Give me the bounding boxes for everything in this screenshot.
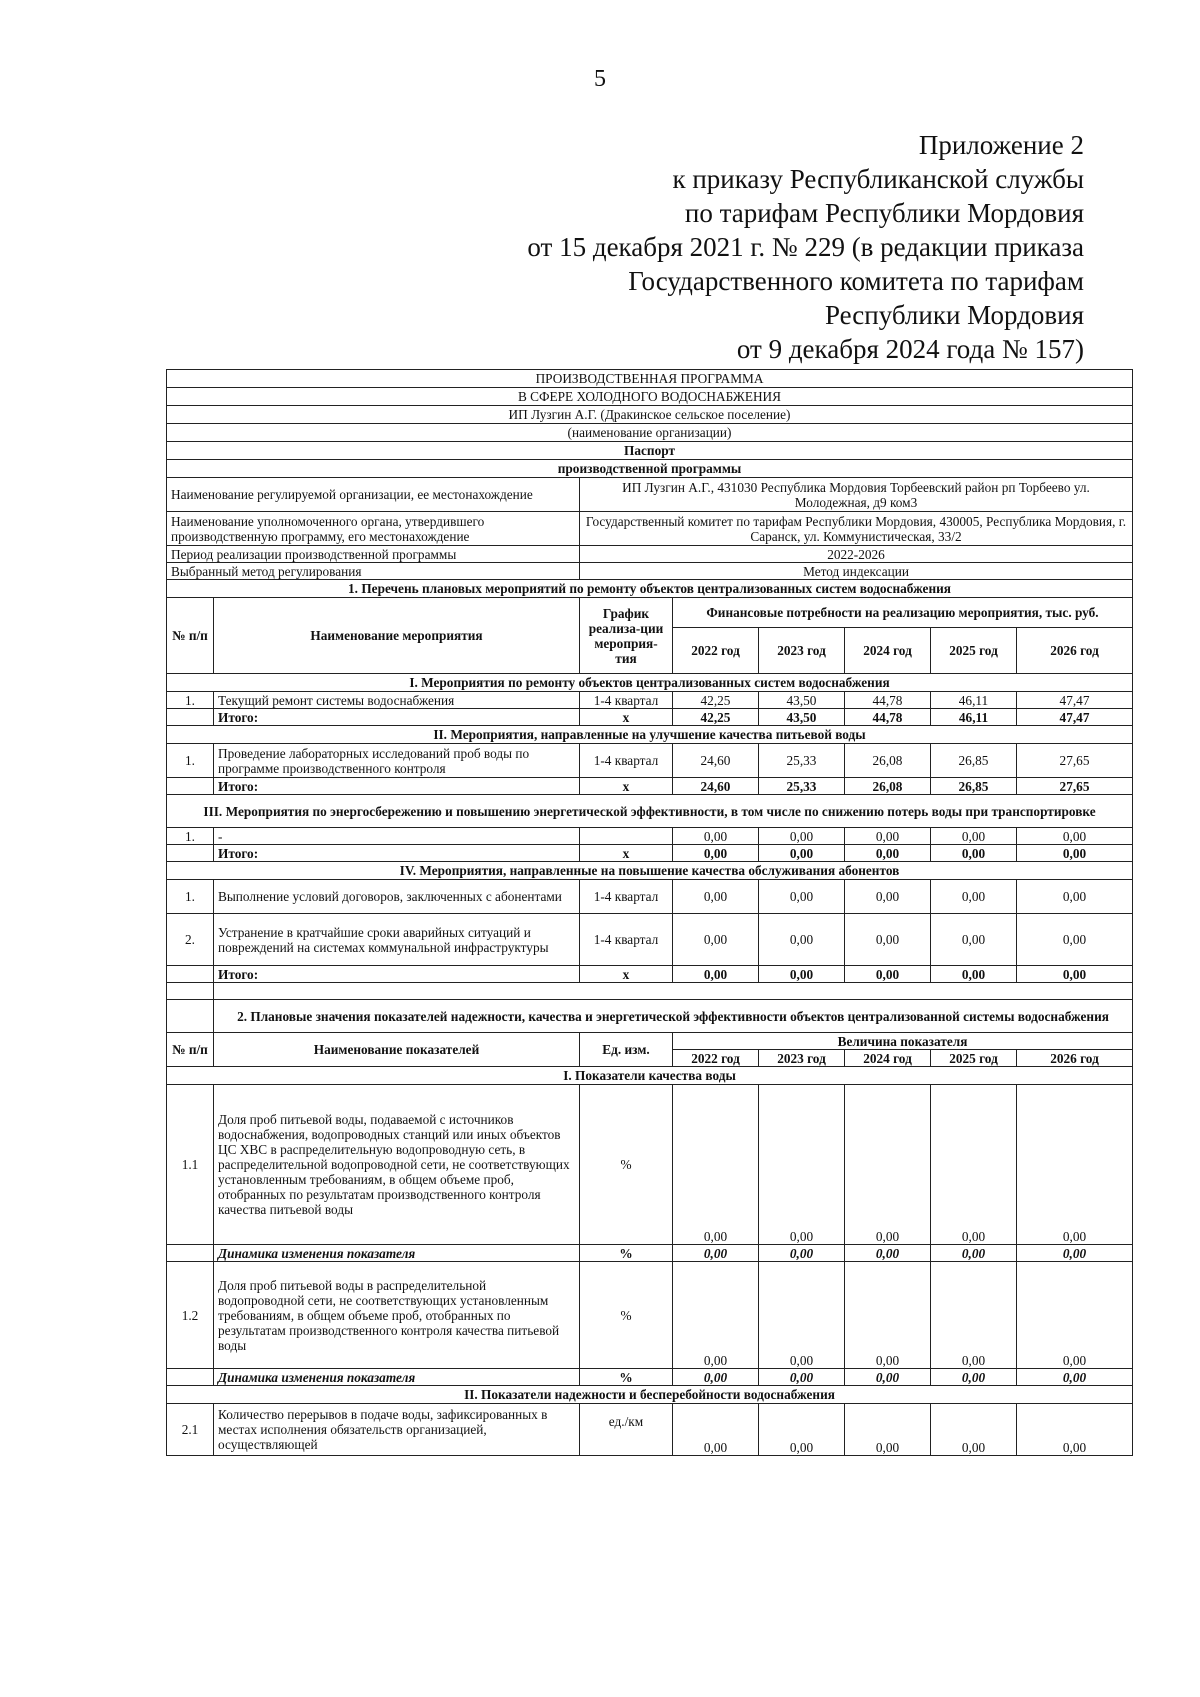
year-header: 2022 год — [673, 1050, 759, 1067]
total-row — [167, 845, 1133, 862]
passport-label: Наименование уполномоченного органа, утвердившего производственную программу, его местонахождение — [167, 512, 580, 546]
section2-title: 2. Плановые значения показателей надежности, качества и энергетической эффективности объектов централизованной системы водоснабжения — [214, 1000, 1133, 1033]
total-value: 42,25 — [673, 709, 759, 726]
column-header-value: Величина показателя — [673, 1033, 1133, 1050]
row-value: 0,00 — [673, 828, 759, 845]
year-header: 2024 год — [845, 1050, 931, 1067]
dynamics-label: Динамика изменения показателя — [214, 1369, 580, 1386]
program-subtitle: В СФЕРЕ ХОЛОДНОГО ВОДОСНАБЖЕНИЯ — [167, 388, 1133, 406]
column-header-financing: Финансовые потребности на реализацию мероприятия, тыс. руб. — [673, 598, 1133, 628]
total-value: 43,50 — [759, 709, 845, 726]
spacer-row — [167, 983, 1133, 1000]
row-value: 0,00 — [673, 880, 759, 914]
table-row — [167, 914, 1133, 966]
indicator-number: 1.2 — [167, 1262, 214, 1369]
total-value: 24,60 — [673, 778, 759, 795]
row-value: 0,00 — [1017, 880, 1133, 914]
row-value: 0,00 — [1017, 914, 1133, 966]
total-label: Итого: — [214, 709, 580, 726]
row-value: 24,60 — [673, 744, 759, 778]
appendix-line: Государственного комитета по тарифам — [628, 266, 1084, 296]
row-value: 0,00 — [759, 828, 845, 845]
total-row — [167, 709, 1133, 726]
indicator-number: 1.1 — [167, 1085, 214, 1245]
dynamics-blank — [167, 1245, 214, 1262]
year-header: 2023 год — [759, 628, 845, 674]
total-value: 0,00 — [931, 845, 1017, 862]
dynamics-value: 0,00 — [673, 1369, 759, 1386]
indicator-value: 0,00 — [1017, 1085, 1133, 1245]
dynamics-value: 0,00 — [1017, 1245, 1133, 1262]
total-row — [167, 778, 1133, 795]
column-header-indicator: Наименование показателей — [214, 1033, 580, 1067]
indicator-unit: % — [580, 1262, 673, 1369]
appendix-line: к приказу Республиканской службы — [672, 164, 1084, 194]
total-schedule: х — [580, 966, 673, 983]
total-blank — [167, 966, 214, 983]
row-value: 47,47 — [1017, 692, 1133, 709]
row-name: Проведение лабораторных исследований проб воды по программе производственного контроля — [214, 744, 580, 778]
dynamics-value: 0,00 — [845, 1245, 931, 1262]
total-value: 0,00 — [759, 845, 845, 862]
dynamics-value: 0,00 — [845, 1369, 931, 1386]
total-schedule: х — [580, 845, 673, 862]
year-header: 2026 год — [1017, 628, 1133, 674]
indicator-number: 2.1 — [167, 1404, 214, 1456]
production-program-table — [166, 369, 1133, 1456]
row-schedule: 1-4 квартал — [580, 880, 673, 914]
passport-subtitle: производственной программы — [167, 460, 1133, 478]
indicator-value: 0,00 — [931, 1262, 1017, 1369]
page-number: 5 — [594, 66, 606, 92]
row-value: 46,11 — [931, 692, 1017, 709]
passport-value: ИП Лузгин А.Г., 431030 Республика Мордовия Торбеевский район рп Торбеево ул. Молодежная, д9 ком3 — [580, 478, 1133, 512]
table-row — [167, 828, 1133, 845]
total-value: 26,85 — [931, 778, 1017, 795]
indicator-unit: ед./км — [580, 1404, 673, 1456]
column-header-unit: Ед. изм. — [580, 1033, 673, 1067]
dynamics-label: Динамика изменения показателя — [214, 1245, 580, 1262]
total-value: 0,00 — [1017, 966, 1133, 983]
dynamics-value: 0,00 — [1017, 1369, 1133, 1386]
row-schedule: 1-4 квартал — [580, 692, 673, 709]
group-title: I. Мероприятия по ремонту объектов централизованных систем водоснабжения — [167, 674, 1133, 692]
total-label: Итого: — [214, 778, 580, 795]
table-row — [167, 692, 1133, 709]
total-value: 0,00 — [931, 966, 1017, 983]
year-header: 2022 год — [673, 628, 759, 674]
total-schedule: х — [580, 709, 673, 726]
indicator-name: Количество перерывов в подаче воды, зафиксированных в местах исполнения обязательств организацией, осуществляющей — [214, 1404, 580, 1456]
appendix-line: по тарифам Республики Мордовия — [684, 198, 1084, 228]
passport-row — [167, 546, 1133, 563]
organization-caption: (наименование организации) — [167, 424, 1133, 442]
appendix-line: Приложение 2 — [918, 130, 1084, 160]
dynamics-value: 0,00 — [931, 1369, 1017, 1386]
passport-label: Выбранный метод регулирования — [167, 563, 580, 580]
indicator-unit: % — [580, 1085, 673, 1245]
indicator-value: 0,00 — [673, 1404, 759, 1456]
group-title: IV. Мероприятия, направленные на повышение качества обслуживания абонентов — [167, 862, 1133, 880]
dynamics-blank — [167, 1369, 214, 1386]
row-value: 0,00 — [673, 914, 759, 966]
indicator-value: 0,00 — [931, 1085, 1017, 1245]
row-number: 2. — [167, 914, 214, 966]
indicator-row — [167, 1262, 1133, 1369]
row-value: 0,00 — [1017, 828, 1133, 845]
row-value: 0,00 — [759, 914, 845, 966]
passport-row — [167, 512, 1133, 546]
total-label: Итого: — [214, 845, 580, 862]
row-name: - — [214, 828, 580, 845]
dynamics-row — [167, 1245, 1133, 1262]
organization-name: ИП Лузгин А.Г. (Дракинское сельское поселение) — [167, 406, 1133, 424]
column-header-number: № п/п — [167, 598, 214, 674]
row-name: Устранение в кратчайшие сроки аварийных ситуаций и повреждений на системах коммунальной инфраструктуры — [214, 914, 580, 966]
row-value: 43,50 — [759, 692, 845, 709]
indicator-value: 0,00 — [673, 1085, 759, 1245]
total-row — [167, 966, 1133, 983]
indicator-value: 0,00 — [673, 1262, 759, 1369]
dynamics-row — [167, 1369, 1133, 1386]
passport-label: Наименование регулируемой организации, ее местонахождение — [167, 478, 580, 512]
total-blank — [167, 778, 214, 795]
group-title: II. Показатели надежности и бесперебойности водоснабжения — [167, 1386, 1133, 1404]
appendix-line: от 15 декабря 2021 г. № 229 (в редакции приказа — [527, 232, 1084, 262]
passport-value: Метод индексации — [580, 563, 1133, 580]
total-blank — [167, 709, 214, 726]
indicator-value: 0,00 — [759, 1262, 845, 1369]
passport-title: Паспорт — [167, 442, 1133, 460]
section2-blank — [167, 1000, 214, 1033]
total-value: 26,08 — [845, 778, 931, 795]
dynamics-unit: % — [580, 1245, 673, 1262]
group-title: III. Мероприятия по энергосбережению и повышению энергетической эффективности, в том числе по снижению потерь воды при транспортировке — [167, 795, 1133, 828]
indicator-row — [167, 1085, 1133, 1245]
row-value: 26,85 — [931, 744, 1017, 778]
row-number: 1. — [167, 880, 214, 914]
total-value: 0,00 — [759, 966, 845, 983]
program-title: ПРОИЗВОДСТВЕННАЯ ПРОГРАММА — [167, 370, 1133, 388]
passport-label: Период реализации производственной программы — [167, 546, 580, 563]
row-number: 1. — [167, 692, 214, 709]
row-number: 1. — [167, 828, 214, 845]
total-value: 0,00 — [845, 845, 931, 862]
total-value: 46,11 — [931, 709, 1017, 726]
passport-value: 2022-2026 — [580, 546, 1133, 563]
row-number: 1. — [167, 744, 214, 778]
row-value: 0,00 — [931, 880, 1017, 914]
dynamics-unit: % — [580, 1369, 673, 1386]
appendix-line: Республики Мордовия — [824, 300, 1084, 330]
year-header: 2025 год — [931, 1050, 1017, 1067]
total-value: 27,65 — [1017, 778, 1133, 795]
spacer-cell — [214, 983, 1133, 1000]
total-blank — [167, 845, 214, 862]
indicator-name: Доля проб питьевой воды, подаваемой с источников водоснабжения, водопроводных станций или иных объектов ЦС ХВС в распределительную водопроводную сеть, в распределительной водопроводной сети, не соответствующих установленным требованиям, в общем объеме проб, отобранных по результатам производственного контроля качества питьевой воды — [214, 1085, 580, 1245]
year-header: 2025 год — [931, 628, 1017, 674]
row-value: 25,33 — [759, 744, 845, 778]
column-header-number: № п/п — [167, 1033, 214, 1067]
dynamics-value: 0,00 — [931, 1245, 1017, 1262]
dynamics-value: 0,00 — [759, 1369, 845, 1386]
indicator-value: 0,00 — [759, 1085, 845, 1245]
indicator-value: 0,00 — [845, 1085, 931, 1245]
row-schedule: 1-4 квартал — [580, 744, 673, 778]
year-header: 2026 год — [1017, 1050, 1133, 1067]
row-value: 26,08 — [845, 744, 931, 778]
indicator-value: 0,00 — [1017, 1262, 1133, 1369]
year-header: 2024 год — [845, 628, 931, 674]
group-title: I. Показатели качества воды — [167, 1067, 1133, 1085]
total-label: Итого: — [214, 966, 580, 983]
total-value: 47,47 — [1017, 709, 1133, 726]
indicator-value: 0,00 — [1017, 1404, 1133, 1456]
section1-title: 1. Перечень плановых мероприятий по ремонту объектов централизованных систем водоснабжения — [167, 580, 1133, 598]
dynamics-value: 0,00 — [673, 1245, 759, 1262]
passport-row — [167, 563, 1133, 580]
spacer-cell — [167, 983, 214, 1000]
passport-value: Государственный комитет по тарифам Республики Мордовия, 430005, Республика Мордовия, г. Саранск, ул. Коммунистическая, 33/2 — [580, 512, 1133, 546]
row-value: 0,00 — [845, 914, 931, 966]
row-value: 0,00 — [931, 914, 1017, 966]
column-header-schedule: График реализа-ции мероприя-тия — [580, 598, 673, 674]
passport-row — [167, 478, 1133, 512]
total-value: 0,00 — [673, 966, 759, 983]
row-schedule: 1-4 квартал — [580, 914, 673, 966]
row-name: Выполнение условий договоров, заключенных с абонентами — [214, 880, 580, 914]
indicator-value: 0,00 — [759, 1404, 845, 1456]
indicator-row — [167, 1404, 1133, 1456]
row-value: 0,00 — [931, 828, 1017, 845]
dynamics-value: 0,00 — [759, 1245, 845, 1262]
total-value: 0,00 — [673, 845, 759, 862]
row-value: 0,00 — [845, 880, 931, 914]
indicator-value: 0,00 — [931, 1404, 1017, 1456]
row-name: Текущий ремонт системы водоснабжения — [214, 692, 580, 709]
total-value: 44,78 — [845, 709, 931, 726]
indicator-name: Доля проб питьевой воды в распределительной водопроводной сети, не соответствующих установленным требованиям, в общем объеме проб, отобранных по результатам производственного контроля качества питьевой воды — [214, 1262, 580, 1369]
group-title: II. Мероприятия, направленные на улучшение качества питьевой воды — [167, 726, 1133, 744]
indicator-value: 0,00 — [845, 1262, 931, 1369]
row-value: 0,00 — [845, 828, 931, 845]
row-value: 44,78 — [845, 692, 931, 709]
total-schedule: х — [580, 778, 673, 795]
table-row — [167, 880, 1133, 914]
row-value: 0,00 — [759, 880, 845, 914]
column-header-name: Наименование мероприятия — [214, 598, 580, 674]
total-value: 25,33 — [759, 778, 845, 795]
total-value: 0,00 — [1017, 845, 1133, 862]
row-value: 42,25 — [673, 692, 759, 709]
indicator-value: 0,00 — [845, 1404, 931, 1456]
appendix-line: от 9 декабря 2024 года № 157) — [736, 334, 1084, 364]
row-schedule — [580, 828, 673, 845]
row-value: 27,65 — [1017, 744, 1133, 778]
year-header: 2023 год — [759, 1050, 845, 1067]
total-value: 0,00 — [845, 966, 931, 983]
appendix-header — [527, 128, 1084, 366]
table-row — [167, 744, 1133, 778]
